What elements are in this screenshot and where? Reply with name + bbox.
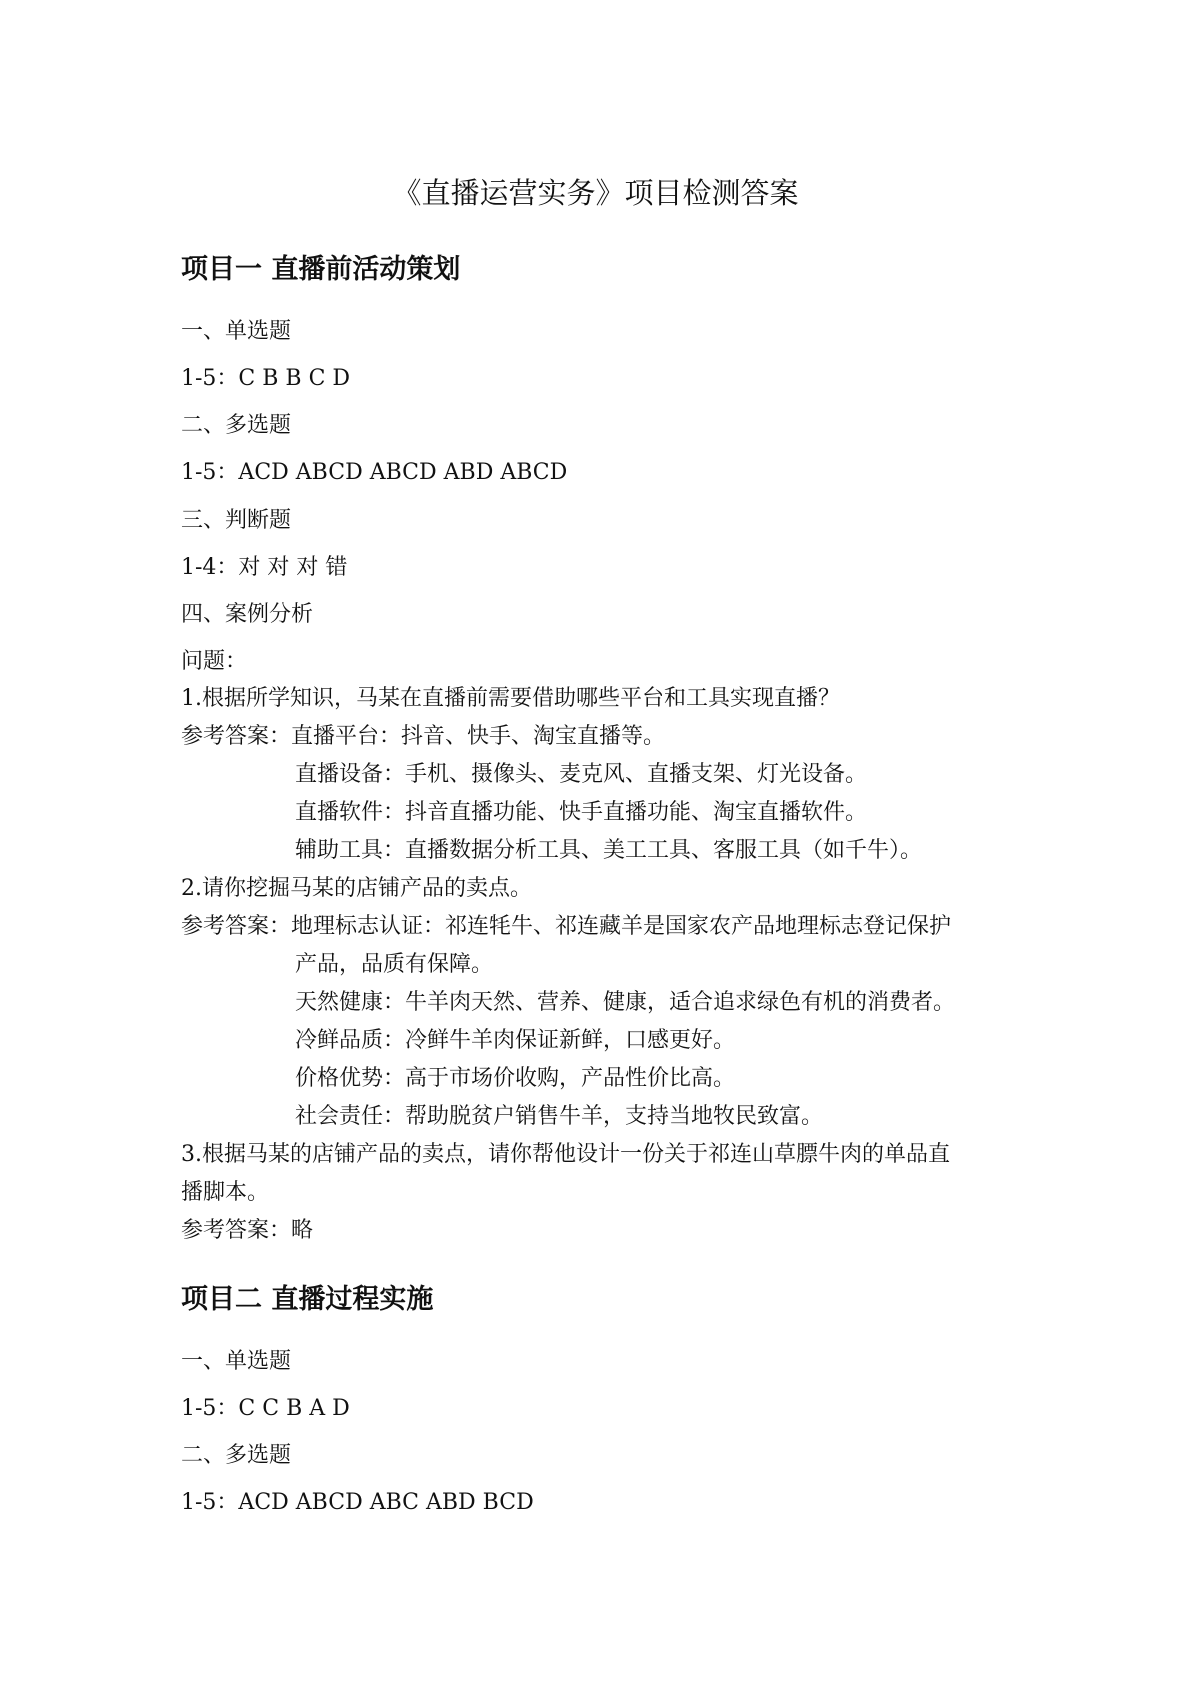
true-false-heading: 三、判断题 — [181, 508, 292, 533]
true-false-answers: 1-4：对 对 对 错 — [181, 555, 348, 580]
multi-choice-heading: 二、多选题 — [181, 1443, 292, 1468]
question-2: 2.请你挖掘马某的店铺产品的卖点。 — [181, 876, 532, 901]
questions-label: 问题： — [181, 649, 248, 674]
question-1-answer-line: 直播软件：抖音直播功能、快手直播功能、淘宝直播软件。 — [295, 800, 868, 825]
project-2-heading: 项目二 直播过程实施 — [181, 1284, 434, 1315]
question-3: 3.根据马某的店铺产品的卖点，请你帮他设计一份关于祁连山草膘牛肉的单品直 — [181, 1142, 950, 1167]
single-choice-heading: 一、单选题 — [181, 319, 292, 344]
question-1-answer-line: 辅助工具：直播数据分析工具、美工工具、客服工具（如千牛）。 — [295, 838, 923, 863]
question-2-answer-line: 冷鲜品质：冷鲜牛羊肉保证新鲜，口感更好。 — [295, 1028, 736, 1053]
single-choice-answers: 1-5：C C B A D — [181, 1396, 350, 1421]
question-2-answer-line: 社会责任：帮助脱贫户销售牛羊，支持当地牧民致富。 — [295, 1104, 824, 1129]
multi-choice-answers: 1-5：ACD ABCD ABCD ABD ABCD — [181, 460, 568, 485]
question-1-answer-line: 参考答案：直播平台：抖音、快手、淘宝直播等。 — [181, 724, 666, 749]
document-title: 《直播运营实务》项目检测答案 — [392, 176, 799, 210]
multi-choice-heading: 二、多选题 — [181, 413, 292, 438]
project-1-heading: 项目一 直播前活动策划 — [181, 254, 461, 285]
single-choice-answers: 1-5：C B B C D — [181, 366, 351, 391]
question-1-answer-line: 直播设备：手机、摄像头、麦克风、直播支架、灯光设备。 — [295, 762, 868, 787]
question-2-answer-line: 产品，品质有保障。 — [295, 952, 494, 977]
multi-choice-answers: 1-5：ACD ABCD ABC ABD BCD — [181, 1490, 534, 1515]
question-3-answer: 参考答案：略 — [181, 1218, 314, 1243]
question-2-answer-line: 天然健康：牛羊肉天然、营养、健康，适合追求绿色有机的消费者。 — [295, 990, 956, 1015]
question-1: 1.根据所学知识，马某在直播前需要借助哪些平台和工具实现直播？ — [181, 686, 840, 711]
question-2-answer-line: 参考答案：地理标志认证：祁连牦牛、祁连藏羊是国家农产品地理标志登记保护 — [181, 914, 952, 939]
case-analysis-heading: 四、案例分析 — [181, 602, 314, 627]
question-3-continued: 播脚本。 — [181, 1180, 270, 1205]
question-2-answer-line: 价格优势：高于市场价收购，产品性价比高。 — [295, 1066, 736, 1091]
single-choice-heading: 一、单选题 — [181, 1349, 292, 1374]
